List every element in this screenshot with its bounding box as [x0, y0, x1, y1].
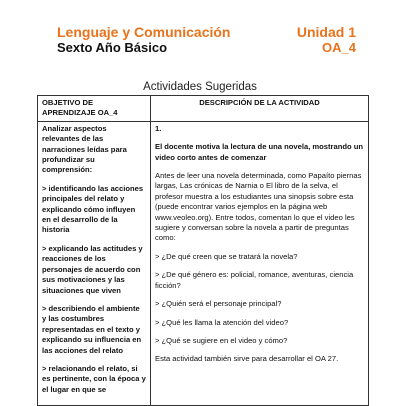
table-row	[38, 121, 369, 405]
activity-question: > ¿De qué género es: policial, romance, aventuras, ciencia ficción?	[155, 270, 354, 290]
objective-header: OBJETIVO DE APRENDIZAJE OA_4	[38, 96, 151, 122]
objective-cell	[38, 121, 151, 405]
activity-question: > ¿De qué creen que se tratará la novela?	[155, 251, 298, 261]
objective-intro: Analizar aspectos relevantes de las narraciones leídas para profundizar su comprensión:	[42, 123, 127, 175]
objective-item: > identificando las acciones principales del relato y explicando cómo influyen en el desarrollo de la historia	[42, 183, 144, 235]
objective-item: > explicando las actitudes y reacciones de los personajes de acuerdo con sus motivaciones y las situaciones que viven	[42, 243, 143, 295]
section-title: Actividades Sugeridas	[143, 81, 257, 93]
activity-question: > ¿Quién será el personaje principal?	[155, 299, 282, 309]
objective-item: > describiendo el ambiente y las costumbres representadas en el texto y explicando su influencia en las acciones del relato	[42, 303, 142, 355]
activity-note: Esta actividad también sirve para desarrollar el OA 27.	[155, 354, 339, 364]
objective-item: > relacionando el relato, si es pertinente, con la época y el lugar en que se	[42, 363, 146, 394]
subject-title: Lenguaje y Comunicación	[57, 24, 231, 40]
activity-title: El docente motiva la lectura de una novela, mostrando un video corto antes de comenzar	[155, 142, 364, 162]
grade-title: Sexto Año Básico	[57, 40, 168, 55]
table-header-row	[38, 96, 369, 122]
activity-number: 1.	[155, 123, 162, 133]
unit-label: Unidad 1	[296, 24, 356, 40]
header-left	[57, 24, 230, 56]
activity-question: > ¿Qué les llama la atención del video?	[155, 317, 289, 327]
activity-question: > ¿Qué se sugiere en el video y cómo?	[155, 335, 288, 345]
header-right	[297, 24, 356, 56]
description-cell	[151, 121, 369, 405]
description-header: DESCRIPCIÓN DE LA ACTIVIDAD	[151, 96, 369, 122]
activities-table	[37, 95, 369, 406]
oa-label: OA_4	[322, 40, 356, 55]
activity-paragraph: Antes de leer una novela determinada, como Papaíto piernas largas, Las crónicas de Narnia o El libro de la selva, el profesor muestra a los estudiantes una sinopsis sobre esta (puede encontrar varios ejemplos en la página web www.veoleo.org). Entre todos, comentan lo que el video les sugiere y conversan sobre la novela a partir de preguntas como:	[155, 171, 362, 243]
